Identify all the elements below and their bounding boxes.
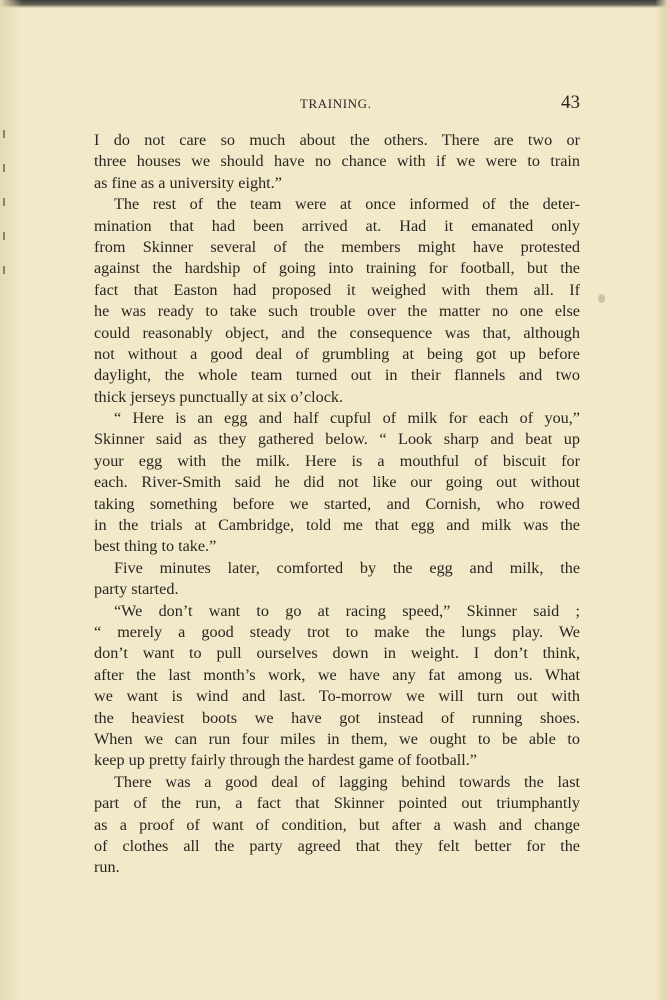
text-line: don’t want to pull ourselves down in weight. I don’t think,	[94, 644, 580, 663]
text-line: the heaviest boots we have got instead of running shoes.	[94, 708, 580, 727]
text-line: There was a good deal of lagging behind towards the last	[114, 772, 580, 791]
running-title: TRAINING.	[300, 96, 372, 111]
text-line: against the hardship of going into training for football, but the	[94, 259, 580, 278]
text-line: run.	[94, 858, 120, 877]
text-line: best thing to take.”	[94, 537, 217, 556]
text-line: Five minutes later, comforted by the egg and milk, the	[114, 558, 580, 577]
text-line: fact that Easton had proposed it weighed with them all. If	[94, 280, 580, 299]
text-line: three houses we should have no chance with if we were to train	[94, 152, 580, 171]
text-line: keep up pretty fairly through the hardest game of football.”	[94, 751, 477, 770]
text-line: I do not care so much about the others. There are two or	[94, 131, 580, 149]
page-number: 43	[561, 92, 580, 113]
text-line: thick jerseys punctually at six o’clock.	[94, 387, 344, 406]
text-line: in the trials at Cambridge, told me that egg and milk was the	[94, 516, 580, 535]
text-line: he was ready to take such trouble over the matter no one else	[94, 302, 580, 321]
margin-mark	[3, 266, 5, 274]
text-line: could reasonably object, and the consequence was that, although	[94, 323, 580, 342]
text-line: of clothes all the party agreed that they felt better for the	[94, 836, 580, 855]
text-line: mination that had been arrived at. Had it emanated only	[94, 216, 580, 235]
text-line: your egg with the milk. Here is a mouthful of biscuit for	[94, 451, 580, 470]
page-right-edge	[655, 0, 667, 1000]
text-line: each. River-Smith said he did not like our going out without	[94, 473, 580, 492]
text-line: Skinner said as they gathered below. “ Look sharp and beat up	[94, 430, 580, 449]
text-line: party started.	[94, 580, 179, 599]
text-line: The rest of the team were at once informed of the deter-	[114, 195, 580, 214]
page-top-edge	[0, 0, 667, 8]
text-line: from Skinner several of the members might have protested	[94, 237, 580, 256]
text-line: as a proof of want of condition, but after a wash and change	[94, 815, 580, 834]
margin-marks	[3, 130, 9, 300]
text-line: daylight, the whole team turned out in their flannels and two	[94, 366, 580, 385]
text-line: part of the run, a fact that Skinner pointed out triumphantly	[94, 794, 580, 813]
text-line: “We don’t want to go at racing speed,” Skinner said ;	[114, 601, 580, 620]
text-line: not without a good deal of grumbling at being got up before	[94, 344, 580, 363]
margin-mark	[3, 130, 5, 138]
body-text	[94, 130, 580, 879]
paper-stain	[598, 294, 605, 303]
text-line: When we can run four miles in them, we ought to be able to	[94, 729, 580, 748]
margin-mark	[3, 198, 5, 206]
text-line: we want is wind and last. To-morrow we will turn out with	[94, 687, 580, 706]
text-line: as fine as a university eight.”	[94, 173, 282, 192]
margin-mark	[3, 232, 5, 240]
margin-mark	[3, 164, 5, 172]
text-line: taking something before we started, and Cornish, who rowed	[94, 494, 580, 513]
text-line: “ Here is an egg and half cupful of milk for each of you,”	[114, 409, 580, 428]
text-line: “ merely a good steady trot to make the lungs play. We	[94, 622, 580, 641]
page-header	[94, 92, 580, 116]
text-line: after the last month’s work, we have any fat among us. What	[94, 665, 580, 684]
